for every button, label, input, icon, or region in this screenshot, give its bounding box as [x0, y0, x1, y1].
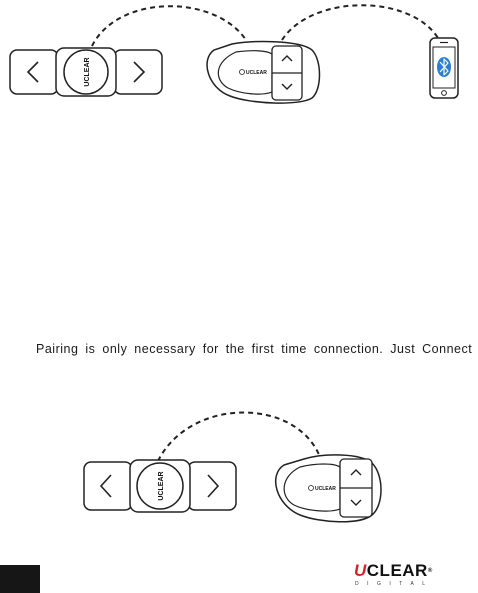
smartphone: [430, 38, 458, 98]
logo-subtitle: DIGITAL: [355, 581, 434, 587]
remote-knob-label: UCLEAR: [158, 471, 165, 501]
remote-left-button: [84, 462, 132, 510]
phone-home-button: [442, 91, 447, 96]
headset-label: UCLEAR: [246, 70, 267, 76]
top-pairing-diagram: [0, 0, 478, 110]
bottom-pairing-diagram: [0, 405, 478, 530]
connection-link-headset-phone: [282, 5, 438, 40]
registered-mark: ®: [427, 568, 433, 574]
logo-wordmark: [354, 562, 433, 580]
headset-label: UCLEAR: [315, 486, 336, 492]
logo-wordmark-rest: CLEAR: [366, 561, 428, 580]
connection-link-remote-headset: [158, 412, 320, 461]
remote-right-button: [188, 462, 236, 510]
handlebar-remote: [84, 460, 236, 512]
logo-letter-u: U: [354, 561, 367, 580]
remote-knob-label: UCLEAR: [84, 57, 91, 87]
page-number-tab: [0, 565, 40, 593]
pairing-instruction-text: Pairing is only necessary for the first time connection. Just Connect: [36, 342, 473, 356]
headset-unit: [207, 42, 319, 104]
remote-left-button: [10, 50, 58, 94]
headset-unit: [276, 455, 381, 522]
uclear-digital-logo: [354, 562, 438, 588]
remote-right-button: [114, 50, 162, 94]
handlebar-remote: [10, 48, 162, 96]
connection-link-remote-headset: [92, 6, 246, 46]
